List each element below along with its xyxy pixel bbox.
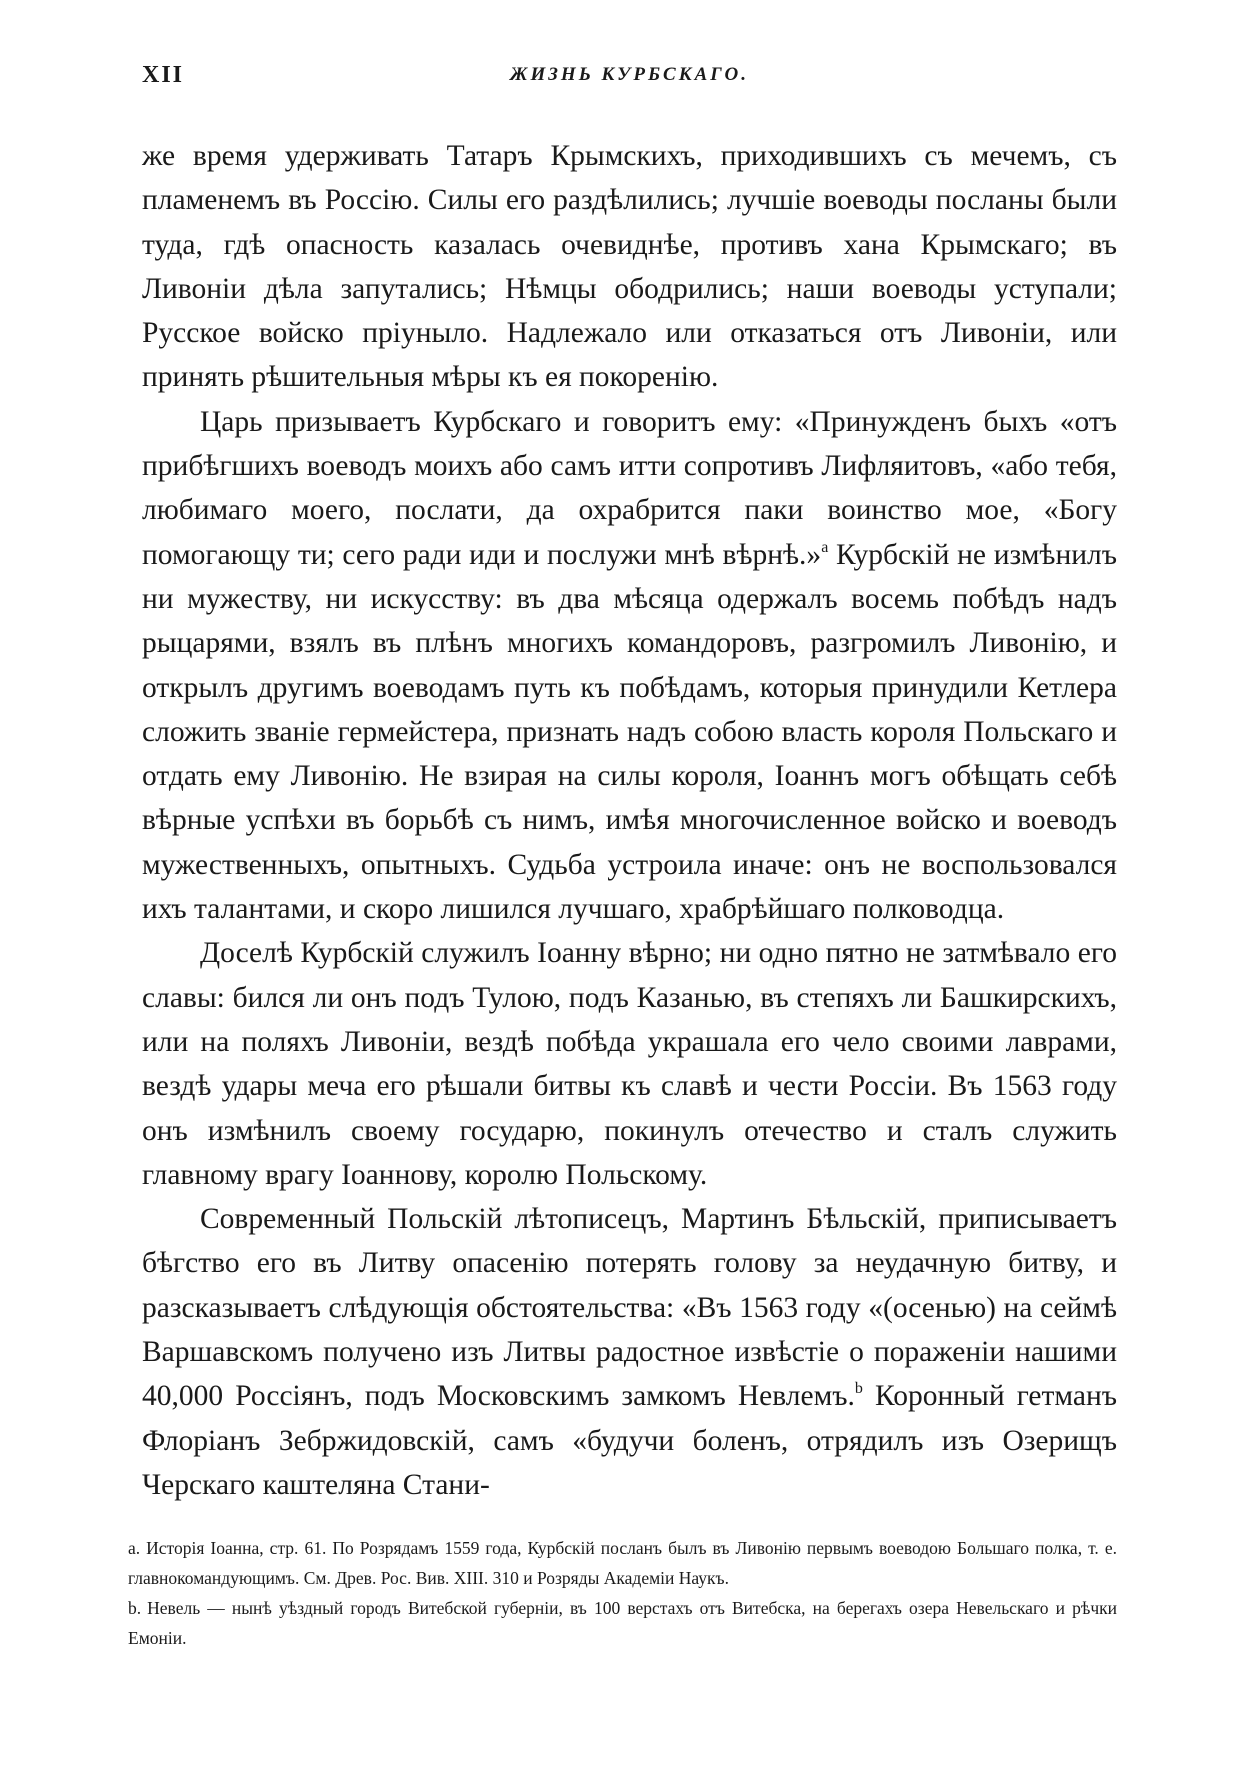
main-text [142,134,1117,1507]
paragraph-2 [142,400,1117,932]
paragraph-1: же время удерживать Татаръ Крымскихъ, приходившихъ съ мечемъ, съ пламенемъ въ Россію. Силы его раздѣлились; лучшіе воеводы посланы были туда, гдѣ опасность казалась очевиднѣе, противъ хана Крымскаго; въ Ливоніи дѣла запутались; Нѣмцы ободрились; наши воеводы уступали; Русское войско пріуныло. Надлежало или отказаться отъ Ливоніи, или принять рѣшительныя мѣры къ ея покоренію. [142,140,1117,394]
paragraph-4-part-2: Коронный гетманъ Флоріанъ Зебржидовскій, самъ «будучи боленъ, отрядилъ изъ Озерищъ Черскаго каштеляна Стани- [142,1380,1118,1501]
footnote-marker-a[interactable]: a [821,538,829,556]
page-header [142,56,1117,96]
paragraph-4-part-1: Современный Польскій лѣтописецъ, Мартинъ Бѣльскій, приписываетъ бѣгство его въ Литву опасенію потерять голову за неудачную битву, и разсказываетъ слѣдующія обстоятельства: «Въ 1563 году «(осенью) на сеймѣ Варшавскомъ получено изъ Литвы радостное извѣстіе о пораженіи нашими 40,000 Россіянъ, подъ Московскимъ замкомъ Невлемъ. [142,1203,1117,1413]
footnote-b [128,1593,1117,1653]
paragraph-4 [142,1197,1117,1507]
paragraph-2-part-1: Царь призываетъ Курбскаго и говоритъ ему: «Принужденъ быхъ «отъ прибѣгшихъ воеводъ моихъ або самъ итти сопротивъ Лифляитовъ, «або тебя, любимаго моего, послати, да охрабрится паки воинство мое, «Богу помогающу ти; сего ради иди и послужи мнѣ вѣрнѣ.» [142,405,1117,571]
paragraph-2-part-2: Курбскій не измѣнилъ ни мужеству, ни искусству: въ два мѣсяца одержалъ восемь побѣдъ надъ рыцарями, взялъ въ плѣнъ многихъ командоровъ, разгромилъ Ливонію, и открылъ другимъ воеводамъ путь къ побѣдамъ, которыя принудили Кетлера сложить званіе гермейстера, признать надъ собою власть короля Польскаго и отдать ему Ливонію. Не взирая на силы короля, Іоаннъ могъ обѣщать себѣ вѣрные успѣхи въ борьбѣ съ нимъ, имѣя многочисленное войско и воеводъ мужественныхъ, опытныхъ. Судьба устроила иначе: онъ не воспользовался ихъ талантами, и скоро лишился лучшаго, храбрѣйшаго полководца. [142,538,1117,926]
footnotes [128,1533,1117,1653]
footnote-label: b. [128,1598,142,1619]
running-title: ЖИЗНЬ КУРБСКАГО. [510,64,749,85]
footnote-label: a. [128,1538,141,1559]
footnote-marker-b[interactable]: b [854,1380,863,1398]
footnote-text: Невель — нынѣ уѣздный городъ Витебской губерніи, въ 100 верстахъ отъ Витебска, на берегахъ озера Невельскаго и рѣчки Емоніи. [128,1598,1117,1649]
footnote-a [128,1533,1117,1593]
paragraph-3: Доселѣ Курбскій служилъ Іоанну вѣрно; ни одно пятно не затмѣвало его славы: бился ли онъ подъ Тулою, подъ Казанью, въ степяхъ ли Башкирскихъ, или на поляхъ Ливоніи, вездѣ побѣда украшала его чело своими лаврами, вездѣ удары меча его рѣшали битвы къ славѣ и чести Россіи. Въ 1563 году онъ измѣнилъ своему государю, покинулъ отечество и сталъ служить главному врагу Іоаннову, королю Польскому. [142,937,1117,1191]
footnote-text: Исторія Іоанна, стр. 61. По Розрядамъ 1559 года, Курбскій посланъ былъ въ Ливонію первымъ воеводою Большаго полка, т. е. главнокомандующимъ. См. Древ. Рос. Вив. XIII. 310 и Розряды Академіи Наукъ. [128,1538,1117,1589]
page-number: XII [142,62,185,88]
book-page [128,56,1118,1653]
